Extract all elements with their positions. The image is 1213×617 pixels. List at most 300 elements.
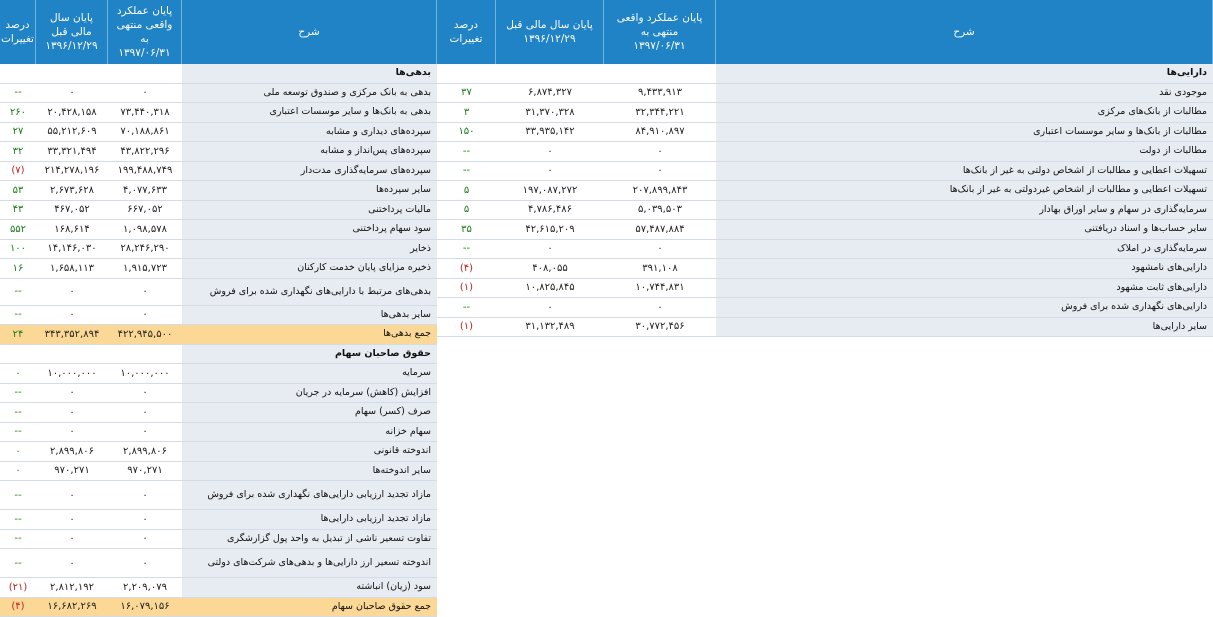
- right-header-pct: درصد تغییرات: [437, 0, 496, 64]
- row-desc-text: ذخایر: [182, 243, 431, 255]
- row-actual-value-text: ۰: [657, 165, 662, 176]
- assets-section-header-title: [716, 64, 1213, 83]
- row-prev-value: [496, 181, 604, 200]
- row-prev-value-text: ۱۰,۸۲۵,۸۴۵: [525, 282, 574, 293]
- row-desc-text: اندوخته قانونی: [182, 445, 431, 457]
- row-actual-value: [108, 279, 182, 305]
- row-prev-value-text: ۶,۸۷۴,۳۲۷: [528, 87, 572, 98]
- asset-row: [437, 181, 1213, 201]
- row-desc-text: مازاد تجدید ارزیابی دارایی‌های نگهداری شده برای فروش: [182, 489, 431, 501]
- row-desc-text: تسهیلات اعطایی و مطالبات از اشخاص غیردولتی به غیر از بانک‌ها: [716, 184, 1207, 196]
- row-pct-change-text: --: [14, 533, 21, 544]
- row-actual-value: [108, 181, 182, 200]
- equity-row: [0, 549, 437, 578]
- row-prev-value-text: ۰: [69, 387, 74, 398]
- row-actual-value: [108, 510, 182, 529]
- row-pct-change: [437, 240, 496, 259]
- row-pct-change-text: ۳۲: [13, 146, 24, 157]
- row-prev-value: [496, 201, 604, 220]
- row-desc-text: سایر اندوخته‌ها: [182, 465, 431, 477]
- row-prev-value: [496, 84, 604, 103]
- row-pct-change: [0, 403, 36, 422]
- row-desc-text: دارایی‌های نامشهود: [716, 262, 1207, 274]
- row-pct-change: [0, 201, 36, 220]
- row-pct-change-text: (۲۱): [9, 582, 28, 593]
- row-prev-value-text: ۲۱۴,۲۷۸,۱۹۶: [45, 165, 100, 176]
- row-pct-change-text: ۱۶: [13, 263, 24, 274]
- row-desc-text: افزایش (کاهش) سرمایه در جریان: [182, 387, 431, 399]
- row-actual-value-text: ۲۸,۲۴۶,۲۹۰: [120, 243, 169, 254]
- row-pct-change: [0, 325, 36, 344]
- row-prev-value-text: ۰: [547, 146, 552, 157]
- row-prev-value-text: ۱۰,۰۰۰,۰۰۰: [47, 368, 96, 379]
- row-desc: [182, 530, 437, 549]
- row-desc-text: مازاد تجدید ارزیابی دارایی‌ها: [182, 513, 431, 525]
- row-prev-value-text: ۲,۶۷۳,۶۲۸: [50, 185, 94, 196]
- row-actual-value-text: ۰: [142, 558, 147, 569]
- row-actual-value: [604, 220, 716, 239]
- row-desc-text: سود (زیان) انباشته: [182, 581, 431, 593]
- row-actual-value: [108, 220, 182, 239]
- row-actual-value: [108, 462, 182, 481]
- row-desc: [182, 325, 437, 344]
- row-desc-text: مالیات پرداختنی: [182, 204, 431, 216]
- row-prev-value: [36, 259, 108, 278]
- row-actual-value-text: ۰: [657, 243, 662, 254]
- row-pct-change-text: --: [463, 165, 470, 176]
- row-desc-text: سپرده‌های سرمایه‌گذاری مدت‌دار: [182, 165, 431, 177]
- row-actual-value-text: ۳۹۱,۱۰۸: [642, 263, 677, 274]
- row-pct-change: [437, 84, 496, 103]
- liability-row: [0, 240, 437, 260]
- row-desc: [716, 142, 1213, 161]
- row-prev-value: [36, 442, 108, 461]
- row-actual-value-text: ۰: [142, 309, 147, 320]
- row-desc: [716, 318, 1213, 337]
- row-actual-value-text: ۵۷,۴۸۷,۸۸۴: [635, 224, 684, 235]
- row-desc: [716, 162, 1213, 181]
- row-pct-change-text: --: [14, 407, 21, 418]
- row-pct-change-text: ۵: [464, 185, 469, 196]
- row-pct-change: [0, 306, 36, 325]
- row-prev-value-text: ۳۴۳,۳۵۲,۸۹۴: [45, 329, 100, 340]
- row-desc: [182, 462, 437, 481]
- row-actual-value-text: ۰: [142, 533, 147, 544]
- row-actual-value: [108, 84, 182, 103]
- asset-row: [437, 162, 1213, 182]
- row-prev-value: [496, 318, 604, 337]
- row-pct-change: [0, 364, 36, 383]
- row-desc-text: سپرده‌های پس‌انداز و مشابه: [182, 145, 431, 157]
- row-pct-change-text: ۲۶۰: [10, 107, 26, 118]
- row-desc-text: سایر دارایی‌ها: [716, 321, 1207, 333]
- row-pct-change-text: (۱): [460, 282, 473, 293]
- row-prev-value-text: ۰: [69, 533, 74, 544]
- row-pct-change: [0, 142, 36, 161]
- row-prev-value: [36, 201, 108, 220]
- row-pct-change-text: --: [14, 426, 21, 437]
- row-prev-value-text: ۱۴,۱۴۶,۰۳۰: [47, 243, 96, 254]
- asset-row: [437, 240, 1213, 260]
- row-pct-change: [0, 549, 36, 577]
- asset-row: [437, 279, 1213, 299]
- row-prev-value-text: ۰: [69, 490, 74, 501]
- row-prev-value-text: ۰: [547, 302, 552, 313]
- row-desc: [182, 181, 437, 200]
- row-actual-value-text: ۰: [142, 514, 147, 525]
- equity-section-header-title: [182, 345, 437, 364]
- row-actual-value: [108, 240, 182, 259]
- row-desc-text: سرمایه‌گذاری در سهام و سایر اوراق بهادار: [716, 204, 1207, 216]
- row-desc: [182, 481, 437, 509]
- row-prev-value-text: ۴۲,۶۱۵,۲۰۹: [525, 224, 574, 235]
- row-actual-value: [108, 123, 182, 142]
- row-prev-value-text: ۱۶۸,۶۱۴: [54, 224, 89, 235]
- row-desc: [182, 240, 437, 259]
- row-desc: [716, 220, 1213, 239]
- row-pct-change: [0, 162, 36, 181]
- row-prev-value: [36, 578, 108, 597]
- row-desc: [182, 510, 437, 529]
- row-pct-change-text: ۲۷: [13, 126, 24, 137]
- row-desc-text: اندوخته تسعیر ارز دارایی‌ها و بدهی‌های شرکت‌های دولتی: [182, 557, 431, 569]
- row-desc-text: تسهیلات اعطایی و مطالبات از اشخاص دولتی به غیر از بانک‌ها: [716, 165, 1207, 177]
- row-prev-value: [496, 279, 604, 298]
- row-actual-value: [604, 162, 716, 181]
- row-actual-value-text: ۰: [142, 426, 147, 437]
- row-actual-value-text: ۸۴,۹۱۰,۸۹۷: [635, 126, 684, 137]
- row-desc-text: سایر بدهی‌ها: [182, 309, 431, 321]
- row-pct-change: [0, 578, 36, 597]
- row-pct-change: [437, 162, 496, 181]
- row-desc-text: موجودی نقد: [716, 87, 1207, 99]
- row-actual-value: [604, 181, 716, 200]
- row-prev-value: [36, 462, 108, 481]
- row-pct-change: [0, 123, 36, 142]
- equity-row: [0, 578, 437, 598]
- equity-row: [0, 423, 437, 443]
- row-desc: [716, 84, 1213, 103]
- row-pct-change-text: ۱۵۰: [458, 126, 474, 137]
- row-pct-change-text: (۷): [11, 165, 24, 176]
- row-prev-value-text: ۱۶,۶۸۲,۲۶۹: [47, 601, 96, 612]
- row-pct-change-text: --: [14, 490, 21, 501]
- row-actual-value: [108, 423, 182, 442]
- row-pct-change: [437, 103, 496, 122]
- row-desc-text: بدهی به بانک‌ها و سایر موسسات اعتباری: [182, 106, 431, 118]
- row-prev-value: [36, 423, 108, 442]
- row-desc: [182, 123, 437, 142]
- row-pct-change: [0, 259, 36, 278]
- row-actual-value-text: ۱۰,۰۰۰,۰۰۰: [120, 368, 169, 379]
- row-pct-change: [0, 384, 36, 403]
- row-pct-change: [437, 220, 496, 239]
- row-prev-value-text: ۰: [69, 558, 74, 569]
- row-actual-value: [108, 201, 182, 220]
- row-pct-change-text: (۱): [460, 321, 473, 332]
- row-pct-change: [437, 142, 496, 161]
- row-desc-text: سهام خزانه: [182, 426, 431, 438]
- liabilities-section-header-title-text: بدهی‌ها: [182, 67, 431, 79]
- row-desc: [182, 423, 437, 442]
- equity-row: [0, 481, 437, 510]
- assets-section-header: [437, 64, 1213, 84]
- left-header-desc: شرح: [182, 0, 437, 64]
- row-actual-value: [108, 142, 182, 161]
- row-actual-value-text: ۱,۰۹۸,۵۷۸: [123, 224, 167, 235]
- row-pct-change: [0, 279, 36, 305]
- row-pct-change-text: --: [14, 309, 21, 320]
- row-actual-value: [604, 259, 716, 278]
- row-pct-change-text: --: [14, 558, 21, 569]
- liability-row: [0, 142, 437, 162]
- row-desc: [182, 549, 437, 577]
- row-desc: [182, 384, 437, 403]
- row-prev-value-text: ۰: [69, 514, 74, 525]
- row-prev-value: [496, 259, 604, 278]
- row-desc: [182, 279, 437, 305]
- row-pct-change-text: --: [14, 387, 21, 398]
- row-actual-value: [604, 84, 716, 103]
- row-prev-value: [36, 123, 108, 142]
- row-actual-value-text: ۶۶۷,۰۵۲: [127, 204, 162, 215]
- asset-row: [437, 123, 1213, 143]
- row-actual-value-text: ۵,۰۳۹,۵۰۳: [638, 204, 682, 215]
- row-pct-change: [0, 84, 36, 103]
- liability-row: [0, 123, 437, 143]
- row-actual-value: [108, 549, 182, 577]
- liability-row: [0, 201, 437, 221]
- row-desc: [182, 84, 437, 103]
- row-desc-text: مطالبات از دولت: [716, 145, 1207, 157]
- left-header-prev: پایان سال مالی قبل ۱۳۹۶/۱۲/۲۹: [36, 0, 108, 64]
- row-desc-text: دارایی‌های ثابت مشهود: [716, 282, 1207, 294]
- row-actual-value-text: ۹۷۰,۲۷۱: [127, 465, 162, 476]
- row-desc-text: بدهی به بانک مرکزی و صندوق توسعه ملی: [182, 87, 431, 99]
- equity-row: [0, 442, 437, 462]
- row-prev-value: [496, 240, 604, 259]
- liability-row: [0, 306, 437, 326]
- row-actual-value: [108, 103, 182, 122]
- equity-row: [0, 462, 437, 482]
- row-desc-text: بدهی‌های مرتبط با دارایی‌های نگهداری شده برای فروش: [182, 286, 431, 298]
- row-pct-change: [0, 462, 36, 481]
- equity-section-header: [0, 345, 437, 365]
- liability-row: [0, 162, 437, 182]
- row-prev-value-text: ۲,۸۹۹,۸۰۶: [50, 446, 94, 457]
- row-prev-value: [36, 384, 108, 403]
- row-actual-value-text: ۱۶,۰۷۹,۱۵۶: [120, 601, 169, 612]
- row-actual-value-text: ۴,۰۷۷,۶۳۳: [123, 185, 167, 196]
- asset-row: [437, 103, 1213, 123]
- row-prev-value: [36, 530, 108, 549]
- row-pct-change-text: --: [14, 286, 21, 297]
- row-desc: [182, 220, 437, 239]
- row-pct-change: [437, 123, 496, 142]
- row-desc: [716, 279, 1213, 298]
- row-pct-change-text: (۴): [11, 601, 24, 612]
- row-actual-value: [108, 384, 182, 403]
- row-desc-text: سایر حساب‌ها و اسناد دریافتنی: [716, 223, 1207, 235]
- row-prev-value-text: ۲,۸۱۲,۱۹۲: [50, 582, 94, 593]
- row-actual-value: [108, 259, 182, 278]
- row-prev-value: [496, 142, 604, 161]
- row-prev-value-text: ۳۳,۳۲۱,۴۹۴: [47, 146, 96, 157]
- row-prev-value-text: ۱,۶۵۸,۱۱۳: [50, 263, 94, 274]
- row-actual-value: [108, 442, 182, 461]
- asset-row: [437, 142, 1213, 162]
- row-prev-value: [496, 298, 604, 317]
- row-pct-change: [0, 442, 36, 461]
- row-pct-change-text: ۵: [464, 204, 469, 215]
- row-actual-value-text: ۱۰,۷۴۴,۸۳۱: [635, 282, 684, 293]
- row-prev-value: [496, 220, 604, 239]
- equity-row: [0, 510, 437, 530]
- row-prev-value-text: ۰: [69, 309, 74, 320]
- row-desc-text: سرمایه‌گذاری در املاک: [716, 243, 1207, 255]
- row-actual-value: [108, 481, 182, 509]
- liabilities-total-row: [0, 325, 437, 345]
- row-desc: [716, 201, 1213, 220]
- right-header-prev: پایان سال مالی قبل ۱۳۹۶/۱۲/۲۹: [496, 0, 604, 64]
- row-actual-value: [108, 364, 182, 383]
- liabilities-section-header: [0, 64, 437, 84]
- row-pct-change-text: --: [463, 302, 470, 313]
- row-prev-value: [36, 162, 108, 181]
- row-actual-value: [604, 298, 716, 317]
- row-desc: [716, 259, 1213, 278]
- row-actual-value: [604, 279, 716, 298]
- row-prev-value: [36, 103, 108, 122]
- row-desc-text: سپرده‌های دیداری و مشابه: [182, 126, 431, 138]
- row-pct-change-text: --: [463, 243, 470, 254]
- row-pct-change: [437, 201, 496, 220]
- row-prev-value: [36, 549, 108, 577]
- asset-row: [437, 220, 1213, 240]
- equity-row: [0, 403, 437, 423]
- row-prev-value: [36, 510, 108, 529]
- row-prev-value: [36, 306, 108, 325]
- row-actual-value: [108, 306, 182, 325]
- row-pct-change: [437, 298, 496, 317]
- row-actual-value: [604, 201, 716, 220]
- row-actual-value-text: ۷۰,۱۸۸,۸۶۱: [120, 126, 169, 137]
- row-pct-change: [0, 181, 36, 200]
- row-desc-text: صرف (کسر) سهام: [182, 406, 431, 418]
- equity-section-header-title-text: حقوق صاحبان سهام: [182, 348, 431, 360]
- row-actual-value: [108, 325, 182, 344]
- row-desc: [182, 442, 437, 461]
- row-pct-change: [0, 423, 36, 442]
- row-actual-value: [604, 123, 716, 142]
- row-desc-text: جمع حقوق صاحبان سهام: [182, 601, 431, 613]
- row-pct-change: [0, 103, 36, 122]
- row-desc: [716, 123, 1213, 142]
- right-header-desc: شرح: [716, 0, 1213, 64]
- row-pct-change: [437, 259, 496, 278]
- row-actual-value-text: ۱,۹۱۵,۷۲۳: [123, 263, 167, 274]
- row-pct-change-text: ۵۳: [13, 185, 24, 196]
- row-prev-value: [496, 123, 604, 142]
- equity-row: [0, 364, 437, 384]
- row-pct-change: [0, 530, 36, 549]
- liabilities-section-header-title: [182, 64, 437, 83]
- liability-row: [0, 259, 437, 279]
- row-pct-change-text: ۳۵: [461, 224, 472, 235]
- row-actual-value: [604, 318, 716, 337]
- row-prev-value: [496, 103, 604, 122]
- row-pct-change: [0, 240, 36, 259]
- row-prev-value-text: ۰: [69, 87, 74, 98]
- row-pct-change: [437, 318, 496, 337]
- row-desc: [182, 162, 437, 181]
- row-pct-change: [0, 220, 36, 239]
- row-desc: [182, 306, 437, 325]
- row-pct-change-text: ۳: [464, 107, 469, 118]
- liability-row: [0, 84, 437, 104]
- row-prev-value: [36, 364, 108, 383]
- row-actual-value: [108, 530, 182, 549]
- equity-row: [0, 384, 437, 404]
- row-prev-value-text: ۳۱,۱۳۲,۴۸۹: [525, 321, 574, 332]
- row-actual-value-text: ۴۲۲,۹۴۵,۵۰۰: [118, 329, 173, 340]
- row-desc: [182, 259, 437, 278]
- row-pct-change-text: (۴): [460, 263, 473, 274]
- row-prev-value: [36, 142, 108, 161]
- row-actual-value: [604, 103, 716, 122]
- row-desc: [182, 403, 437, 422]
- row-desc: [716, 240, 1213, 259]
- row-desc-text: ذخیره مزایای پایان خدمت کارکنان: [182, 262, 431, 274]
- row-pct-change: [437, 279, 496, 298]
- row-actual-value: [108, 162, 182, 181]
- row-prev-value: [36, 325, 108, 344]
- row-prev-value-text: ۳۱,۳۷۰,۳۲۸: [525, 107, 574, 118]
- row-prev-value: [36, 403, 108, 422]
- row-prev-value-text: ۱۹۷,۰۸۷,۲۷۲: [523, 185, 578, 196]
- row-desc: [182, 364, 437, 383]
- row-actual-value-text: ۷۳,۴۴۰,۳۱۸: [120, 107, 169, 118]
- asset-row: [437, 84, 1213, 104]
- row-actual-value-text: ۲,۸۹۹,۸۰۶: [123, 446, 167, 457]
- row-actual-value: [108, 578, 182, 597]
- row-prev-value-text: ۳۳,۹۳۵,۱۴۲: [525, 126, 574, 137]
- asset-row: [437, 318, 1213, 338]
- row-desc: [182, 201, 437, 220]
- row-desc: [716, 298, 1213, 317]
- row-prev-value-text: ۰: [69, 286, 74, 297]
- assets-section-header-title-text: دارایی‌ها: [716, 67, 1207, 79]
- liability-row: [0, 103, 437, 123]
- asset-row: [437, 259, 1213, 279]
- row-prev-value-text: ۰: [69, 407, 74, 418]
- row-pct-change-text: ۳۷: [461, 87, 472, 98]
- row-actual-value-text: ۰: [142, 286, 147, 297]
- row-actual-value-text: ۳۰,۷۷۲,۴۵۶: [635, 321, 684, 332]
- row-prev-value-text: ۵۵,۲۱۲,۶۰۹: [47, 126, 96, 137]
- row-desc: [182, 103, 437, 122]
- row-pct-change-text: ۱۰۰: [10, 243, 26, 254]
- row-desc: [716, 181, 1213, 200]
- asset-row: [437, 298, 1213, 318]
- row-prev-value-text: ۰: [547, 243, 552, 254]
- row-pct-change-text: --: [14, 514, 21, 525]
- row-actual-value: [604, 142, 716, 161]
- row-prev-value: [36, 220, 108, 239]
- row-prev-value: [36, 84, 108, 103]
- row-desc-text: مطالبات از بانک‌های مرکزی: [716, 106, 1207, 118]
- row-pct-change-text: ۲۴: [13, 329, 24, 340]
